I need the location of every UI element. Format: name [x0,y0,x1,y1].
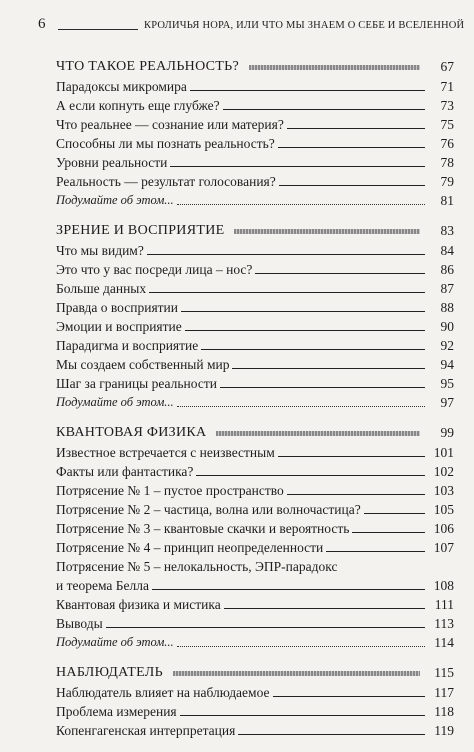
toc-entry [56,462,454,481]
toc-entry [56,134,454,153]
entry-page: 78 [440,155,454,170]
toc-entry [56,355,454,374]
entry-title: Что реальнее — сознание или материя? [56,117,284,132]
dot-leader [232,368,425,369]
entry-title: Потрясение № 1 – пустое пространство [56,483,284,498]
section-rule [234,229,420,234]
toc-entry [56,77,454,96]
dot-leader [106,627,425,628]
entry-page: 107 [433,540,454,555]
entry-title: Подумайте об этом... [56,193,174,207]
entry-page: 119 [434,723,454,738]
entry-title: Подумайте об этом... [56,395,174,409]
entry-title: Копенгагенская интерпретация [56,723,236,738]
toc-entry [56,702,454,721]
entry-page: 84 [440,243,454,258]
entry-title: Мы создаем собственный мир [56,357,230,372]
entry-title: А если копнуть еще глубже? [56,98,220,113]
dot-leader [181,311,425,312]
toc-entry [56,298,454,317]
toc-section [56,424,454,652]
dot-leader [152,589,425,590]
entry-page: 117 [434,685,454,700]
toc-entry [56,260,454,279]
entry-page: 108 [433,578,454,593]
section-heading [56,664,454,681]
toc-entry [56,481,454,500]
toc-entry [56,538,454,557]
entry-page: 105 [433,502,454,517]
page-number: 6 [38,16,46,32]
dot-leader [185,330,425,331]
toc-section [56,664,454,740]
dot-leader [273,696,426,697]
entry-title: Парадоксы микромира [56,79,187,94]
entry-page: 113 [434,616,454,631]
entry-title: Реальность — результат голосования? [56,174,276,189]
toc-entry-wrapped [56,557,454,595]
toc-section [56,222,454,412]
header-rule [58,29,138,30]
entry-title: Шаг за границы реальности [56,376,217,391]
entry-title: Это что у вас посреди лица – нос? [56,262,253,277]
dot-leader [224,608,425,609]
entry-page: 94 [440,357,454,372]
entry-page: 79 [440,174,454,189]
dot-leader [177,204,425,205]
entry-page: 81 [440,193,454,208]
toc-entry-think [56,393,454,412]
running-title: КРОЛИЧЬЯ НОРА, ИЛИ ЧТО МЫ ЗНАЕМ О СЕБЕ И ВСЕЛЕННОЙ [144,20,465,31]
entry-page: 101 [433,445,454,460]
entry-title: Проблема измерения [56,704,177,719]
entry-title: Правда о восприятии [56,300,179,315]
section-heading [56,58,454,75]
dot-leader [220,387,425,388]
dot-leader [223,109,425,110]
entry-page: 95 [440,376,454,391]
entry-title: Наблюдатель влияет на наблюдаемое [56,685,270,700]
entry-page: 118 [434,704,454,719]
section-page: 99 [440,424,454,440]
toc-entry [56,683,454,702]
toc-entry [56,519,454,538]
dot-leader [177,406,425,407]
entry-page: 71 [440,79,454,94]
dot-leader [279,185,425,186]
dot-leader [170,166,425,167]
entry-title-continuation: и теорема Белла [56,578,150,593]
dot-leader [255,273,425,274]
toc-entry [56,172,454,191]
dot-leader [147,254,425,255]
section-heading [56,222,454,239]
entry-title: Эмоции и восприятие [56,319,182,334]
toc-entry [56,443,454,462]
toc-entry [56,595,454,614]
dot-leader [352,532,425,533]
dot-leader [201,349,425,350]
entry-title: Известное встречается с неизвестным [56,445,275,460]
entry-title: Выводы [56,616,103,631]
entry-title: Потрясение № 5 – нелокальность, ЭПР-парадокс [56,559,338,574]
toc-entry [56,336,454,355]
entry-page: 97 [440,395,454,410]
entry-page: 111 [434,597,454,612]
entry-title: Уровни реальности [56,155,168,170]
section-rule [216,431,420,436]
entry-page: 76 [440,136,454,151]
entry-page: 90 [440,319,454,334]
section-title: НАБЛЮДАТЕЛЬ [56,664,163,680]
entry-title: Подумайте об этом... [56,635,174,649]
running-header [0,0,474,40]
toc-entry [56,96,454,115]
dot-leader [326,551,425,552]
entry-page: 87 [440,281,454,296]
dot-leader [196,475,425,476]
section-page: 67 [440,58,454,74]
entry-page: 103 [433,483,454,498]
dot-leader [177,646,425,647]
toc-entry [56,317,454,336]
toc-entry [56,279,454,298]
entry-page: 92 [440,338,454,353]
toc-section [56,58,454,210]
entry-page: 86 [440,262,454,277]
entry-title: Что мы видим? [56,243,144,258]
section-title: ЗРЕНИЕ И ВОСПРИЯТИЕ [56,222,225,238]
section-rule [173,671,420,676]
entry-title: Потрясение № 4 – принцип неопределенности [56,540,324,555]
toc-entry [56,115,454,134]
entry-page: 106 [433,521,454,536]
toc-entry-think [56,633,454,652]
entry-title: Потрясение № 2 – частица, волна или волночастица? [56,502,361,517]
entry-title: Способны ли мы познать реальность? [56,136,275,151]
dot-leader [238,734,425,735]
entry-continuation-row [56,576,454,595]
dot-leader [190,90,425,91]
toc-entry-think [56,191,454,210]
toc-entry [56,153,454,172]
section-title: КВАНТОВАЯ ФИЗИКА [56,424,207,440]
entry-page: 75 [440,117,454,132]
toc-entry [56,500,454,519]
entry-page: 102 [433,464,454,479]
entry-page: 73 [440,98,454,113]
dot-leader [287,494,425,495]
entry-title: Квантовая физика и мистика [56,597,221,612]
toc-entry [56,241,454,260]
section-rule [249,65,420,70]
dot-leader [278,456,425,457]
toc-entry [56,721,454,740]
toc-entry [56,614,454,633]
dot-leader [149,292,425,293]
dot-leader [180,715,425,716]
entry-page: 114 [434,635,454,650]
dot-leader [364,513,425,514]
table-of-contents [56,58,454,752]
entry-page: 88 [440,300,454,315]
section-heading [56,424,454,441]
entry-title: Больше данных [56,281,147,296]
dot-leader [278,147,425,148]
section-page: 83 [440,222,454,238]
entry-title: Парадигма и восприятие [56,338,199,353]
entry-title: Потрясение № 3 – квантовые скачки и вероятность [56,521,350,536]
section-title: ЧТО ТАКОЕ РЕАЛЬНОСТЬ? [56,58,240,74]
section-page: 115 [434,664,454,680]
entry-title: Факты или фантастика? [56,464,194,479]
toc-entry [56,374,454,393]
dot-leader [287,128,425,129]
